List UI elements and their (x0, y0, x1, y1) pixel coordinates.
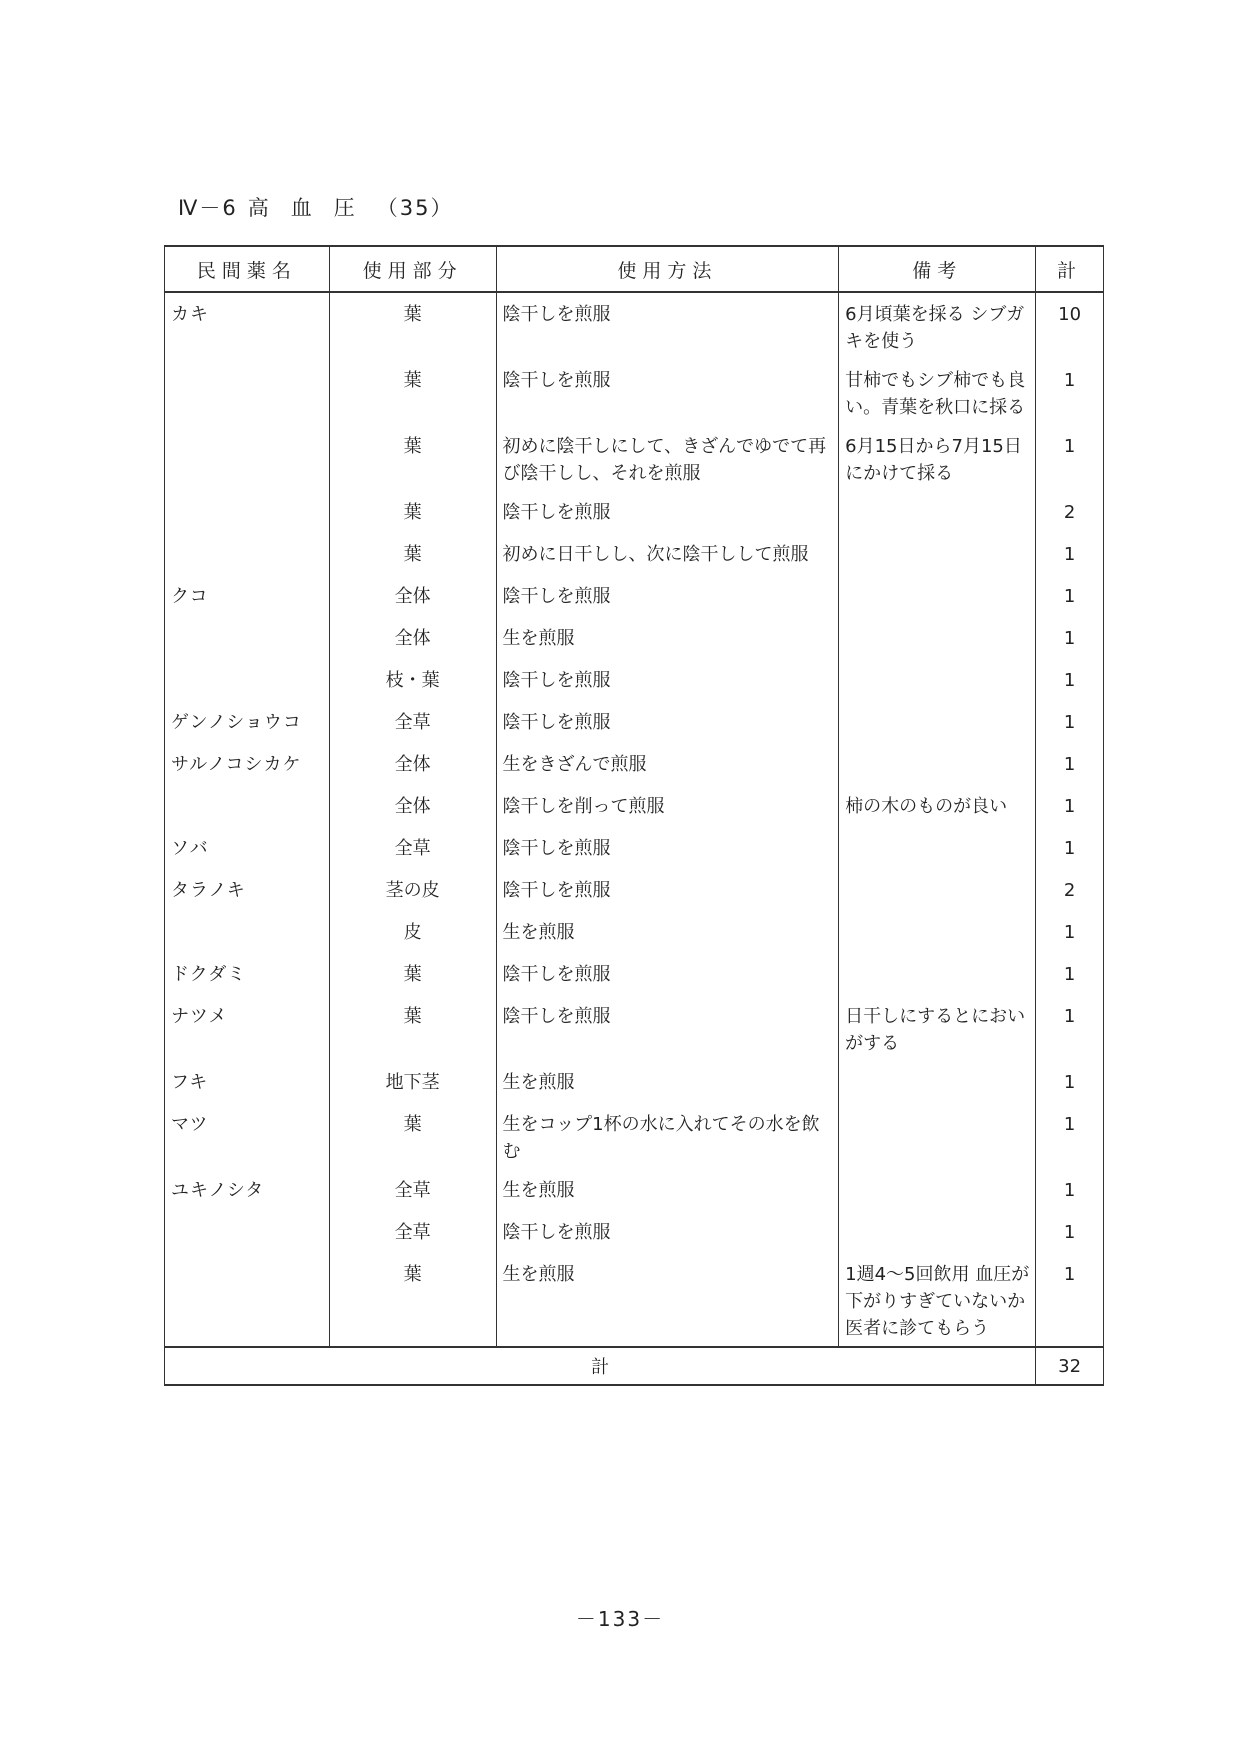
title-prefix: Ⅳ－6 (178, 196, 238, 220)
cell-name: サルノコシカケ (165, 743, 330, 785)
cell-name (165, 491, 330, 533)
cell-note (839, 617, 1036, 659)
cell-count: 1 (1036, 617, 1104, 659)
cell-method: 陰干しを煎服 (496, 701, 839, 743)
cell-count: 1 (1036, 911, 1104, 953)
cell-count: 1 (1036, 995, 1104, 1061)
cell-method: 陰干しを煎服 (496, 491, 839, 533)
cell-name: ゲンノショウコ (165, 701, 330, 743)
cell-name: フキ (165, 1061, 330, 1103)
cell-name: ユキノシタ (165, 1169, 330, 1211)
cell-count: 1 (1036, 1061, 1104, 1103)
cell-name (165, 359, 330, 425)
cell-method: 初めに日干しし、次に陰干しして煎服 (496, 533, 839, 575)
cell-part: 全体 (329, 575, 496, 617)
cell-note: 甘柿でもシブ柿でも良い。青葉を秋口に採る (839, 359, 1036, 425)
cell-method: 生を煎服 (496, 1253, 839, 1347)
table-row (165, 292, 1104, 359)
cell-count: 1 (1036, 1253, 1104, 1347)
cell-part: 葉 (329, 292, 496, 359)
cell-method: 陰干しを煎服 (496, 995, 839, 1061)
cell-note (839, 953, 1036, 995)
cell-count: 1 (1036, 533, 1104, 575)
cell-part: 葉 (329, 1103, 496, 1169)
cell-note: 柿の木のものが良い (839, 785, 1036, 827)
cell-part: 全草 (329, 827, 496, 869)
cell-count: 1 (1036, 701, 1104, 743)
page-number: －133－ (575, 1607, 665, 1631)
table-row (165, 785, 1104, 827)
cell-method: 陰干しを煎服 (496, 869, 839, 911)
header-note: 備考 (839, 246, 1036, 292)
cell-name (165, 425, 330, 491)
table-row (165, 1061, 1104, 1103)
cell-note (839, 743, 1036, 785)
cell-method: 陰干しを削って煎服 (496, 785, 839, 827)
table-header-row (165, 246, 1104, 292)
header-method: 使用方法 (496, 246, 839, 292)
cell-part: 全体 (329, 785, 496, 827)
cell-note: 6月頃葉を採る シブガキを使う (839, 292, 1036, 359)
table-body (165, 292, 1104, 1347)
cell-method: 初めに陰干しにして、きざんでゆでて再び陰干しし、それを煎服 (496, 425, 839, 491)
cell-note (839, 575, 1036, 617)
cell-count: 10 (1036, 292, 1104, 359)
cell-part: 全草 (329, 1211, 496, 1253)
header-count: 計 (1036, 246, 1104, 292)
cell-name (165, 911, 330, 953)
cell-name (165, 617, 330, 659)
cell-note (839, 1169, 1036, 1211)
cell-count: 1 (1036, 1103, 1104, 1169)
cell-part: 全草 (329, 1169, 496, 1211)
cell-method: 生をコップ1杯の水に入れてその水を飲む (496, 1103, 839, 1169)
cell-method: 生を煎服 (496, 911, 839, 953)
cell-part: 葉 (329, 953, 496, 995)
cell-part: 葉 (329, 359, 496, 425)
cell-note (839, 659, 1036, 701)
table-row (165, 911, 1104, 953)
cell-name (165, 659, 330, 701)
cell-name: カキ (165, 292, 330, 359)
cell-name: ソバ (165, 827, 330, 869)
cell-part: 地下茎 (329, 1061, 496, 1103)
table-row (165, 827, 1104, 869)
remedy-table (164, 245, 1104, 1386)
cell-part: 葉 (329, 1253, 496, 1347)
total-label: 計 (165, 1347, 1036, 1385)
cell-count: 1 (1036, 743, 1104, 785)
cell-name: タラノキ (165, 869, 330, 911)
cell-count: 1 (1036, 425, 1104, 491)
cell-name: マツ (165, 1103, 330, 1169)
total-count: 32 (1036, 1347, 1104, 1385)
table-row (165, 617, 1104, 659)
cell-note (839, 701, 1036, 743)
cell-part: 葉 (329, 995, 496, 1061)
cell-note (839, 491, 1036, 533)
cell-method: 生を煎服 (496, 617, 839, 659)
cell-count: 1 (1036, 785, 1104, 827)
cell-part: 枝・葉 (329, 659, 496, 701)
cell-count: 1 (1036, 1211, 1104, 1253)
cell-name (165, 533, 330, 575)
cell-name: ドクダミ (165, 953, 330, 995)
table-row (165, 533, 1104, 575)
table-row (165, 953, 1104, 995)
cell-method: 陰干しを煎服 (496, 359, 839, 425)
cell-count: 1 (1036, 575, 1104, 617)
table-row (165, 659, 1104, 701)
cell-note: 日干しにするとにおいがする (839, 995, 1036, 1061)
cell-part: 茎の皮 (329, 869, 496, 911)
cell-method: 陰干しを煎服 (496, 1211, 839, 1253)
cell-count: 1 (1036, 1169, 1104, 1211)
table-row (165, 869, 1104, 911)
cell-count: 1 (1036, 359, 1104, 425)
cell-part: 全草 (329, 701, 496, 743)
table-total-row (165, 1347, 1104, 1385)
table-row (165, 995, 1104, 1061)
cell-note (839, 1211, 1036, 1253)
cell-part: 皮 (329, 911, 496, 953)
cell-method: 生を煎服 (496, 1061, 839, 1103)
cell-count: 1 (1036, 659, 1104, 701)
cell-note (839, 911, 1036, 953)
title-count: （35） (376, 196, 454, 220)
table-row (165, 1253, 1104, 1347)
cell-name: ナツメ (165, 995, 330, 1061)
header-part: 使用部分 (329, 246, 496, 292)
cell-name (165, 1211, 330, 1253)
cell-method: 生を煎服 (496, 1169, 839, 1211)
cell-method: 陰干しを煎服 (496, 292, 839, 359)
cell-count: 2 (1036, 869, 1104, 911)
table-row (165, 575, 1104, 617)
cell-part: 全体 (329, 743, 496, 785)
cell-note (839, 1103, 1036, 1169)
cell-method: 生をきざんで煎服 (496, 743, 839, 785)
cell-note: 1週4～5回飲用 血圧が下がりすぎていないか医者に診てもらう (839, 1253, 1036, 1347)
table-row (165, 743, 1104, 785)
table-row (165, 701, 1104, 743)
table-row (165, 1169, 1104, 1211)
cell-part: 葉 (329, 491, 496, 533)
cell-method: 陰干しを煎服 (496, 953, 839, 995)
cell-name (165, 785, 330, 827)
header-name: 民間薬名 (165, 246, 330, 292)
page-title (178, 192, 453, 222)
cell-count: 1 (1036, 827, 1104, 869)
cell-name (165, 1253, 330, 1347)
cell-method: 陰干しを煎服 (496, 575, 839, 617)
cell-method: 陰干しを煎服 (496, 827, 839, 869)
cell-method: 陰干しを煎服 (496, 659, 839, 701)
cell-note (839, 1061, 1036, 1103)
table-row (165, 491, 1104, 533)
cell-part: 全体 (329, 617, 496, 659)
cell-name: クコ (165, 575, 330, 617)
cell-part: 葉 (329, 425, 496, 491)
table-row (165, 1211, 1104, 1253)
table-row (165, 425, 1104, 491)
cell-count: 1 (1036, 953, 1104, 995)
table-row (165, 1103, 1104, 1169)
cell-count: 2 (1036, 491, 1104, 533)
cell-note (839, 533, 1036, 575)
title-main: 高血圧 (247, 196, 377, 220)
table-row (165, 359, 1104, 425)
cell-note (839, 827, 1036, 869)
cell-note (839, 869, 1036, 911)
cell-part: 葉 (329, 533, 496, 575)
cell-note: 6月15日から7月15日にかけて採る (839, 425, 1036, 491)
